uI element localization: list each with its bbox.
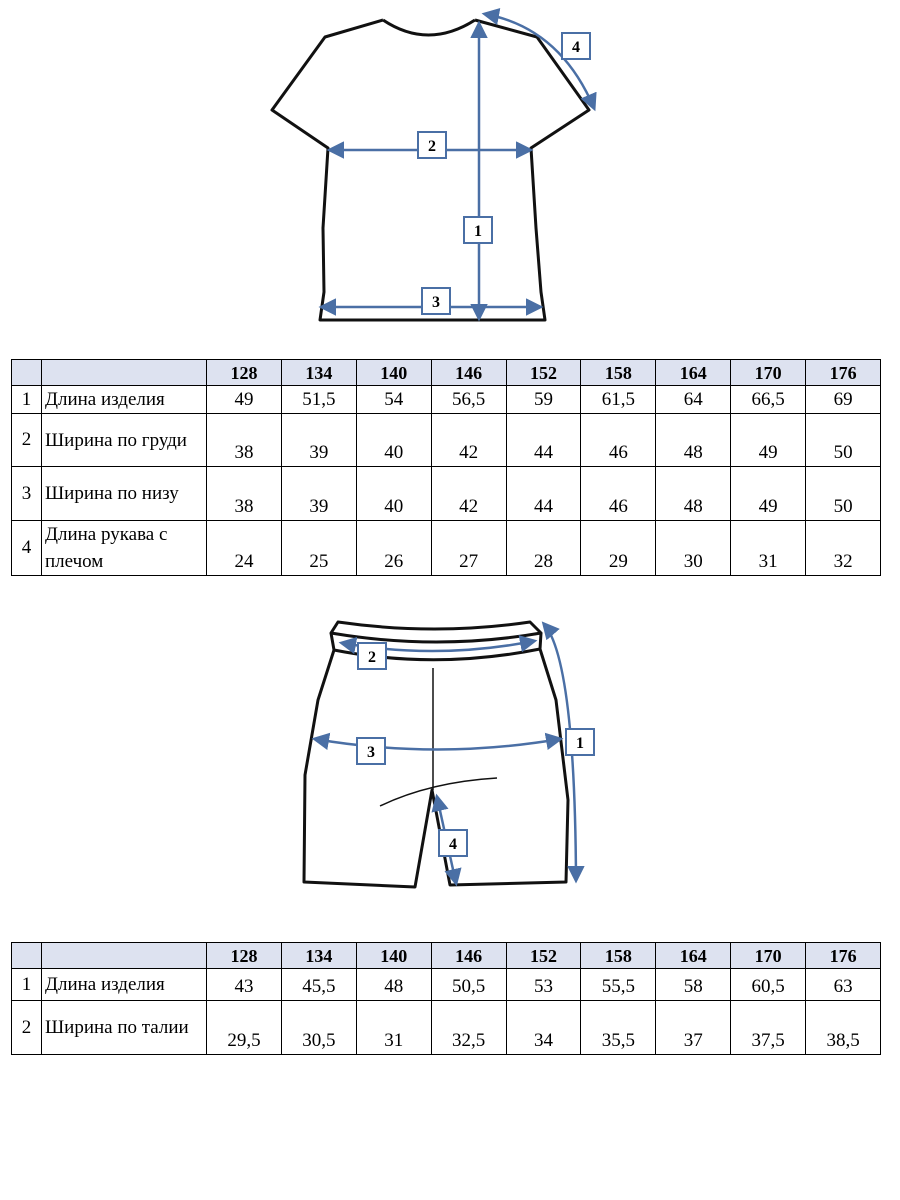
row-label: Длина изделия	[42, 969, 207, 1001]
cell-value: 32	[806, 521, 881, 576]
row-label: Ширина по низу	[42, 467, 207, 521]
cell-value: 66,5	[731, 386, 806, 414]
cell-value: 54	[356, 386, 431, 414]
cell-value: 58	[656, 969, 731, 1001]
cell-value: 63	[806, 969, 881, 1001]
table-header-row	[12, 943, 881, 969]
cell-value: 28	[506, 521, 581, 576]
table-row	[12, 969, 881, 1001]
cell-value: 50,5	[431, 969, 506, 1001]
size-header: 170	[731, 943, 806, 969]
cell-value: 49	[731, 414, 806, 467]
cell-value: 42	[431, 414, 506, 467]
size-header: 134	[281, 360, 356, 386]
row-label: Длина рукава с плечом	[42, 521, 207, 576]
cell-value: 69	[806, 386, 881, 414]
cell-value: 50	[806, 414, 881, 467]
cell-value: 45,5	[281, 969, 356, 1001]
cell-value: 30,5	[281, 1001, 356, 1055]
size-header: 146	[431, 360, 506, 386]
cell-value: 39	[281, 467, 356, 521]
table-row	[12, 1001, 881, 1055]
callout-2: 2	[428, 138, 436, 155]
cell-value: 29,5	[207, 1001, 282, 1055]
shorts-outline	[304, 622, 568, 887]
size-header: 146	[431, 943, 506, 969]
cell-value: 64	[656, 386, 731, 414]
cell-value: 42	[431, 467, 506, 521]
cell-value: 44	[506, 467, 581, 521]
cell-value: 56,5	[431, 386, 506, 414]
callout-3: 3	[432, 294, 440, 311]
cell-value: 48	[656, 414, 731, 467]
cell-value: 25	[281, 521, 356, 576]
row-label: Ширина по груди	[42, 414, 207, 467]
cell-value: 37,5	[731, 1001, 806, 1055]
cell-value: 48	[656, 467, 731, 521]
cell-value: 37	[656, 1001, 731, 1055]
cell-value: 44	[506, 414, 581, 467]
cell-value: 39	[281, 414, 356, 467]
cell-value: 27	[431, 521, 506, 576]
size-header: 164	[656, 943, 731, 969]
cell-value: 49	[731, 467, 806, 521]
callout-2: 2	[368, 649, 376, 666]
callout-4: 4	[572, 39, 580, 56]
cell-value: 32,5	[431, 1001, 506, 1055]
cell-value: 55,5	[581, 969, 656, 1001]
size-header: 128	[207, 360, 282, 386]
cell-value: 61,5	[581, 386, 656, 414]
cell-value: 53	[506, 969, 581, 1001]
cell-value: 51,5	[281, 386, 356, 414]
cell-value: 38	[207, 414, 282, 467]
cell-value: 31	[356, 1001, 431, 1055]
row-label: Ширина по талии	[42, 1001, 207, 1055]
row-number: 4	[12, 521, 42, 576]
cell-value: 60,5	[731, 969, 806, 1001]
size-header: 176	[806, 360, 881, 386]
cell-value: 40	[356, 467, 431, 521]
row-number: 2	[12, 414, 42, 467]
cell-value: 43	[207, 969, 282, 1001]
size-header: 170	[731, 360, 806, 386]
size-header: 158	[581, 360, 656, 386]
cell-value: 24	[207, 521, 282, 576]
size-header: 176	[806, 943, 881, 969]
row-number: 1	[12, 969, 42, 1001]
cell-value: 59	[506, 386, 581, 414]
cell-value: 34	[506, 1001, 581, 1055]
size-header: 152	[506, 943, 581, 969]
callout-1: 1	[474, 223, 482, 240]
size-header: 164	[656, 360, 731, 386]
cell-value: 35,5	[581, 1001, 656, 1055]
cell-value: 38	[207, 467, 282, 521]
size-header: 128	[207, 943, 282, 969]
cell-value: 48	[356, 969, 431, 1001]
cell-value: 40	[356, 414, 431, 467]
size-header: 140	[356, 943, 431, 969]
header-empty	[12, 943, 42, 969]
row-number: 1	[12, 386, 42, 414]
header-empty	[42, 943, 207, 969]
size-header: 134	[281, 943, 356, 969]
row-number: 2	[12, 1001, 42, 1055]
cell-value: 49	[207, 386, 282, 414]
cell-value: 26	[356, 521, 431, 576]
cell-value: 46	[581, 414, 656, 467]
cell-value: 50	[806, 467, 881, 521]
row-label: Длина изделия	[42, 386, 207, 414]
cell-value: 29	[581, 521, 656, 576]
cell-value: 46	[581, 467, 656, 521]
row-number: 3	[12, 467, 42, 521]
cell-value: 30	[656, 521, 731, 576]
callout-1: 1	[576, 735, 584, 752]
size-header: 152	[506, 360, 581, 386]
shorts-size-table	[11, 942, 881, 1055]
cell-value: 38,5	[806, 1001, 881, 1055]
size-header: 140	[356, 360, 431, 386]
cell-value: 31	[731, 521, 806, 576]
callout-3: 3	[367, 744, 375, 761]
callout-4: 4	[449, 836, 457, 853]
size-header: 158	[581, 943, 656, 969]
